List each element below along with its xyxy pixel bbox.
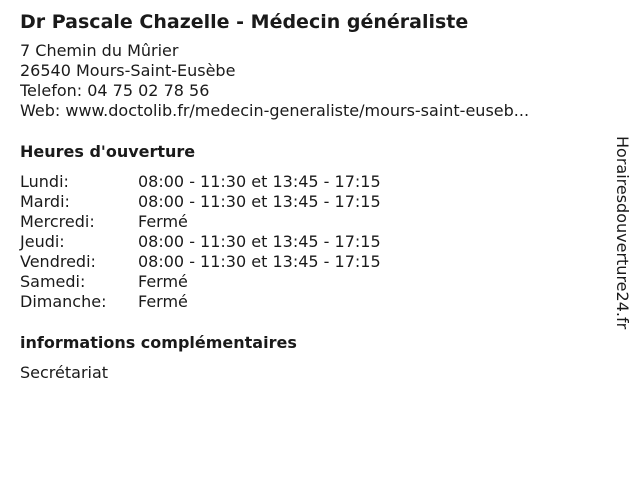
opening-hours-heading: Heures d'ouverture	[20, 142, 196, 161]
hours-row-thursday	[20, 232, 381, 252]
web-line	[20, 101, 600, 121]
additional-info-heading: informations complémentaires	[20, 333, 297, 352]
day-hours: 08:00 - 11:30 et 13:45 - 17:15	[138, 172, 381, 191]
day-hours: 08:00 - 11:30 et 13:45 - 17:15	[138, 252, 381, 271]
day-label: Mardi:	[20, 192, 70, 211]
hours-row-sunday	[20, 292, 381, 312]
city-address: 26540 Mours-Saint-Eusèbe	[20, 61, 236, 80]
hours-row-saturday	[20, 272, 381, 292]
opening-hours-table	[20, 172, 381, 312]
web-link[interactable]: www.doctolib.fr/medecin-generaliste/mours-saint-euseb...	[65, 101, 530, 120]
street-address: 7 Chemin du Mûrier	[20, 41, 179, 60]
additional-info-item: Secrétariat	[20, 363, 109, 382]
page-title: Dr Pascale Chazelle - Médecin généraliste	[20, 11, 469, 33]
day-hours: Fermé	[138, 212, 188, 231]
site-brand-vertical: Horairesdouverture24.fr	[613, 136, 632, 330]
day-hours: Fermé	[138, 272, 188, 291]
phone-label: Telefon:	[20, 81, 83, 100]
listing-page	[20, 9, 600, 383]
phone-number[interactable]: 04 75 02 78 56	[87, 81, 210, 100]
day-label: Vendredi:	[20, 252, 96, 271]
day-hours: 08:00 - 11:30 et 13:45 - 17:15	[138, 192, 381, 211]
day-hours: Fermé	[138, 292, 188, 311]
hours-row-tuesday	[20, 192, 381, 212]
address-block	[20, 41, 600, 121]
hours-row-friday	[20, 252, 381, 272]
phone-line	[20, 81, 600, 101]
day-hours: 08:00 - 11:30 et 13:45 - 17:15	[138, 232, 381, 251]
day-label: Samedi:	[20, 272, 86, 291]
day-label: Jeudi:	[20, 232, 65, 251]
day-label: Lundi:	[20, 172, 69, 191]
web-label: Web:	[20, 101, 61, 120]
day-label: Mercredi:	[20, 212, 95, 231]
hours-row-monday	[20, 172, 381, 192]
hours-row-wednesday	[20, 212, 381, 232]
day-label: Dimanche:	[20, 292, 107, 311]
